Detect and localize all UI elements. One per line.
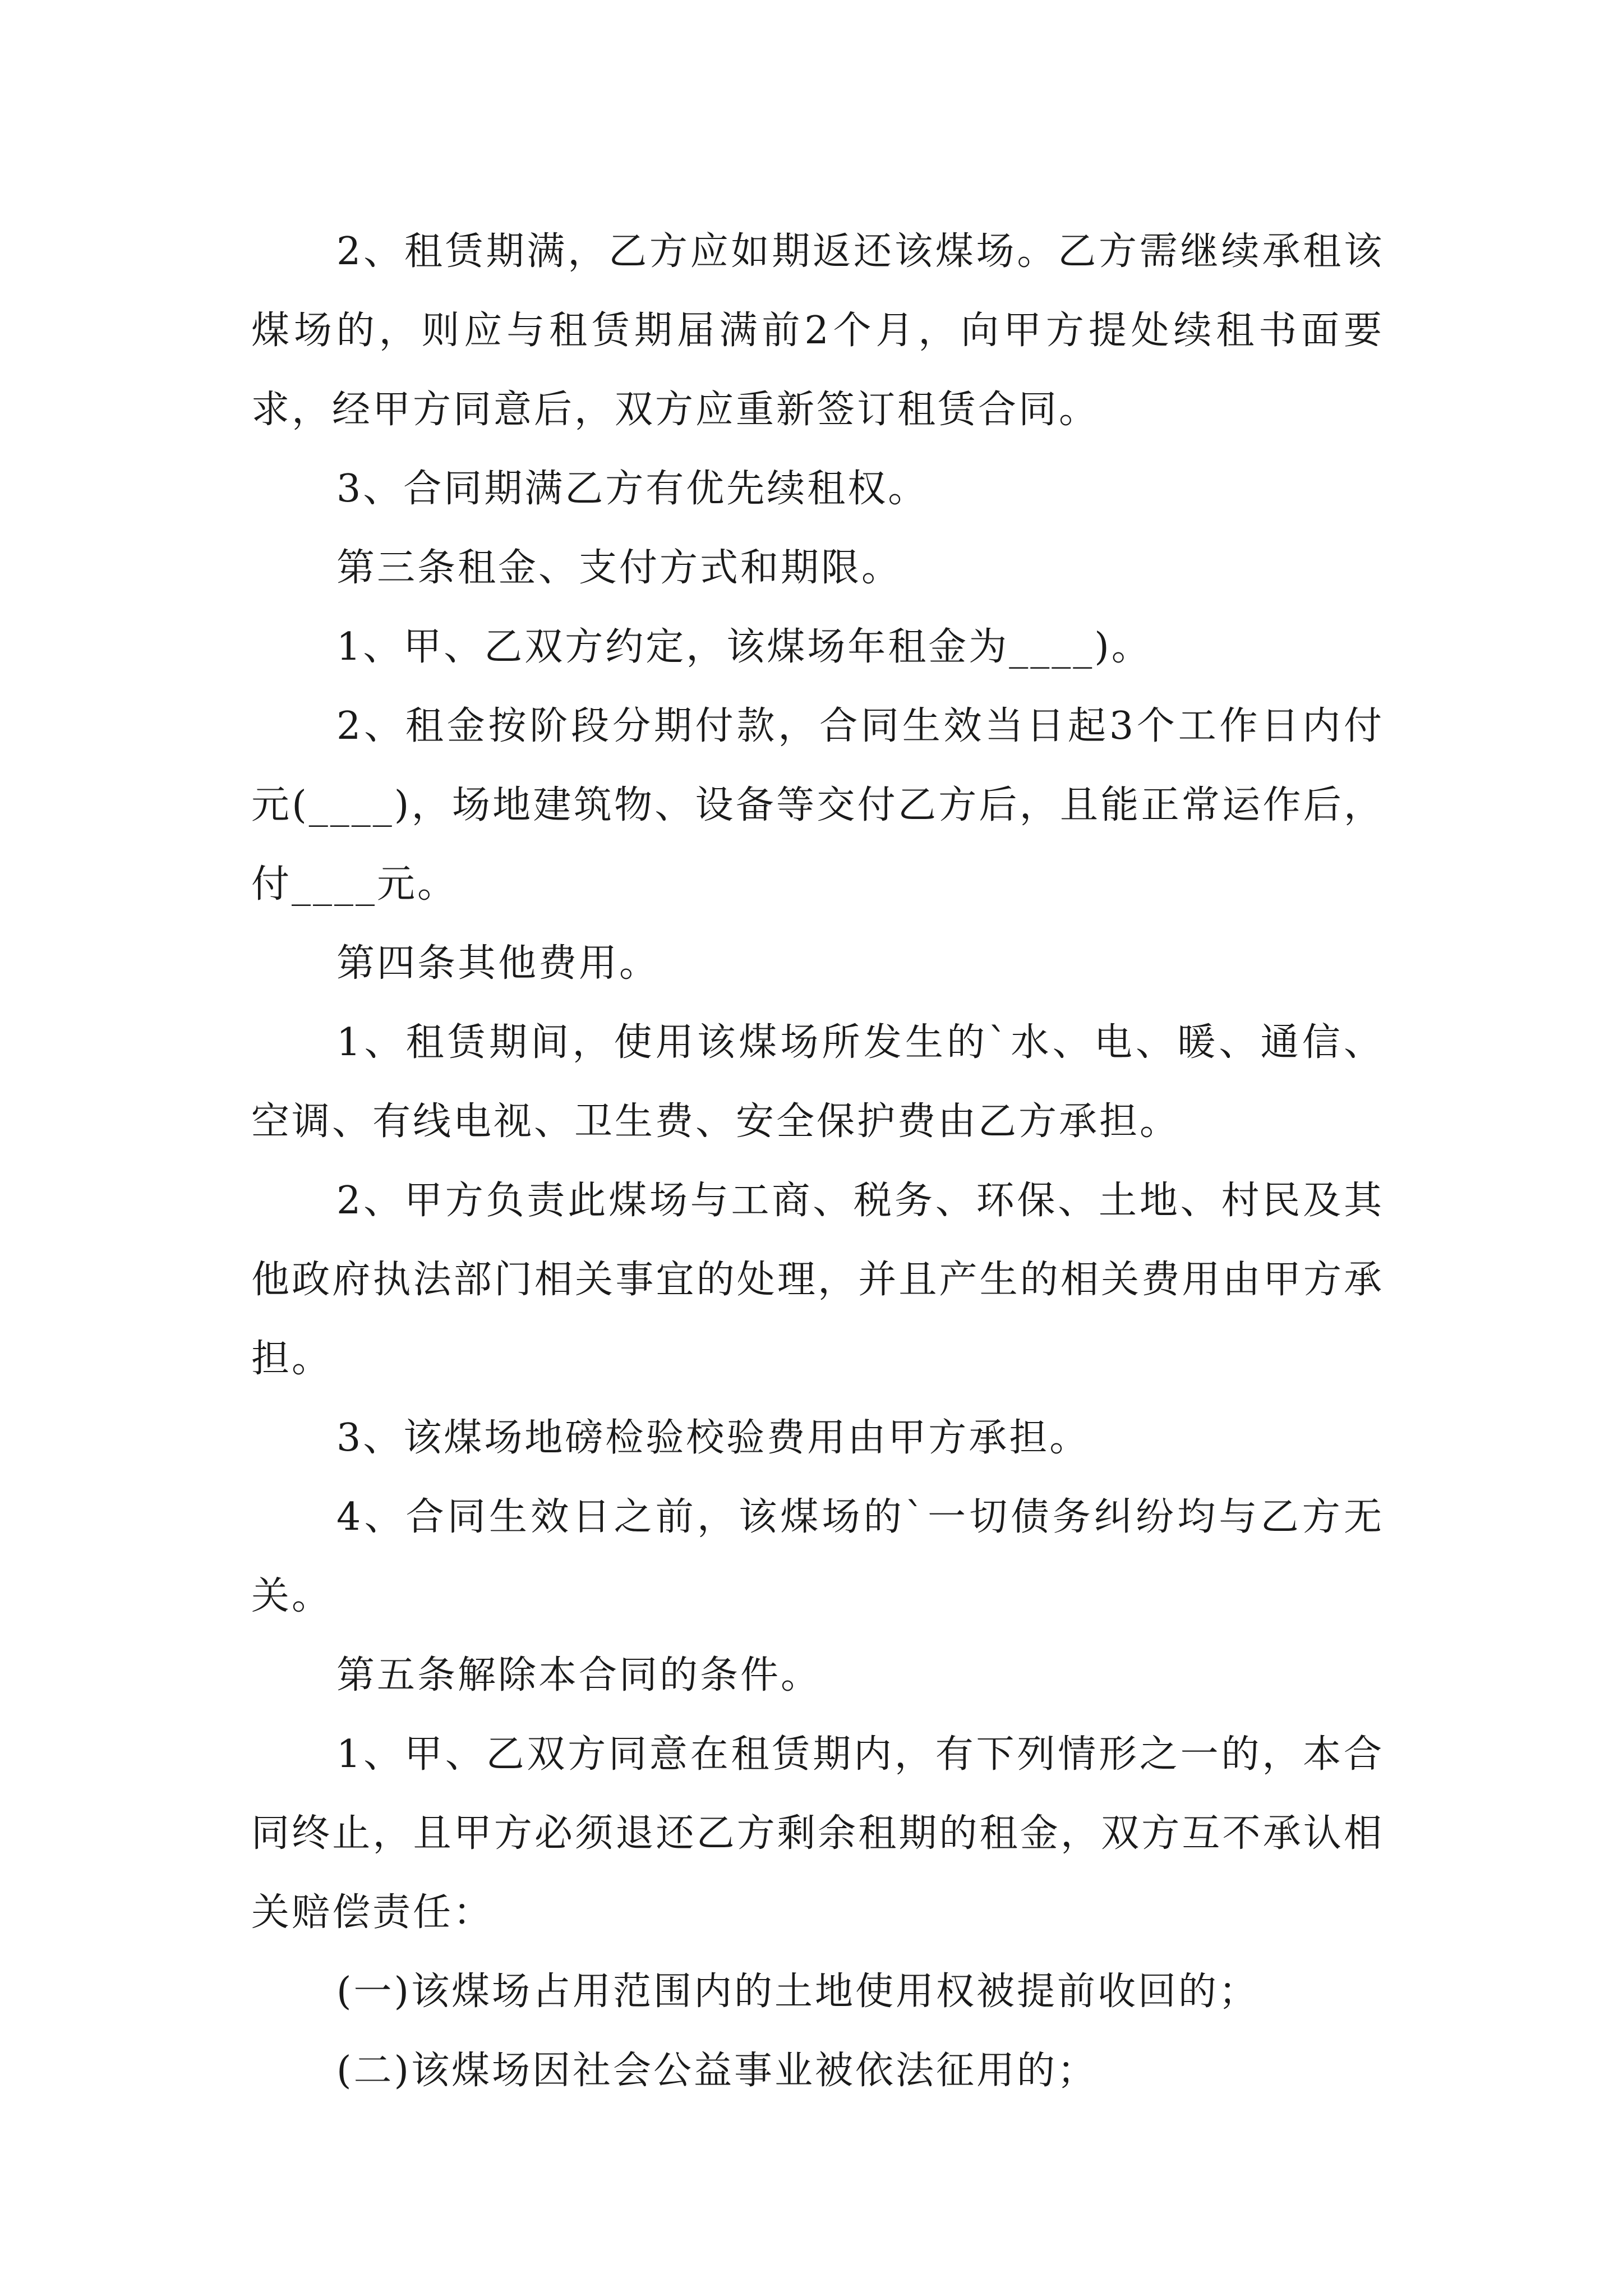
- paragraph-annual-rent: 1、甲、乙双方约定，该煤场年租金为____)。: [336, 625, 1152, 669]
- paragraph-prior-debts: 4、合同生效日之前，该煤场的`一切债务纠纷均与乙方无关。: [251, 1495, 1384, 1618]
- heading-article-4: 第四条其他费用。: [336, 941, 660, 986]
- heading-article-3: 第三条租金、支付方式和期限。: [336, 546, 902, 590]
- document-body: [251, 212, 1384, 2110]
- paragraph-termination-conditions: 1、甲、乙双方同意在租赁期内，有下列情形之一的，本合同终止，且甲方必须退还乙方剩余租期的租金，双方互不承认相关赔偿责任：: [251, 1732, 1384, 1935]
- paragraph-renewal-terms: 2、租赁期满，乙方应如期返还该煤场。乙方需继续承租该煤场的，则应与租赁期届满前2个月，向甲方提处续租书面要求，经甲方同意后，双方应重新签订租赁合同。: [251, 229, 1384, 432]
- paragraph-scale-inspection: 3、该煤场地磅检验校验费用由甲方承担。: [336, 1416, 1090, 1460]
- heading-article-5: 第五条解除本合同的条件。: [336, 1653, 822, 1697]
- paragraph-priority-renewal: 3、合同期满乙方有优先续租权。: [336, 467, 929, 511]
- paragraph-condition-1: (一)该煤场占用范围内的土地使用权被提前收回的；: [336, 1970, 1260, 2014]
- paragraph-government-affairs: 2、甲方负责此煤场与工商、税务、环保、土地、村民及其他政府执法部门相关事宜的处理，并且产生的相关费用由甲方承担。: [251, 1179, 1384, 1381]
- paragraph-utility-fees: 1、租赁期间，使用该煤场所发生的`水、电、暖、通信、空调、有线电视、卫生费、安全保护费由乙方承担。: [251, 1020, 1384, 1144]
- paragraph-payment-installments: 2、租金按阶段分期付款，合同生效当日起3个工作日内付元(____)，场地建筑物、设备等交付乙方后，且能正常运作后，付____元。: [251, 704, 1384, 907]
- paragraph-condition-2: (二)该煤场因社会公益事业被依法征用的；: [336, 2049, 1098, 2093]
